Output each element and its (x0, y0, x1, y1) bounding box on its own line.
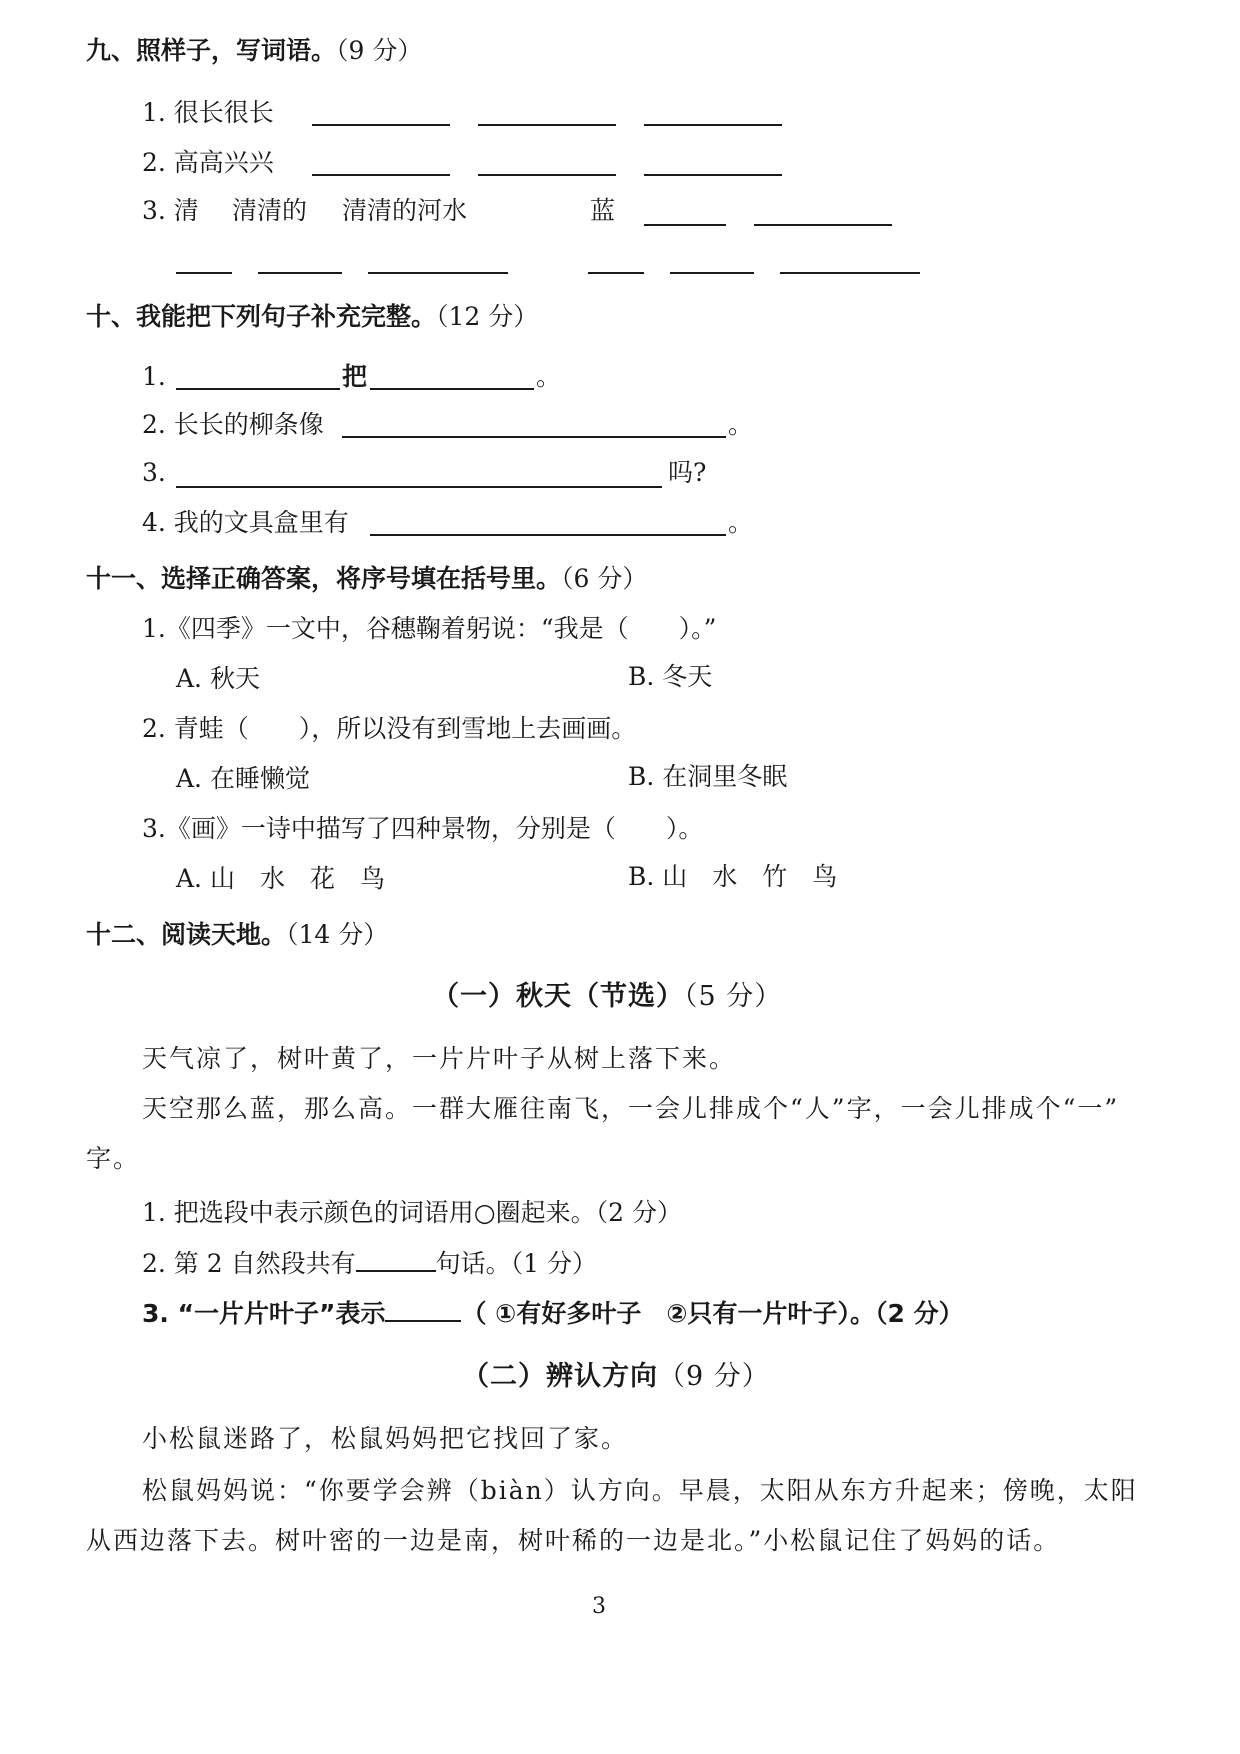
section-12-title: 十二、阅读天地。 (86, 920, 287, 949)
passage-1-line-2: 天空那么蓝，那么高。一群大雁往南飞，一会儿排成个“人”字，一会儿排成个“一” (142, 1094, 1120, 1123)
s9-q3-blank-6[interactable] (368, 272, 508, 274)
passage-2-line-2: 松鼠妈妈说：“你要学会辨（biàn）认方向。早晨，太阳从东方升起来；傍晚，太阳 (142, 1476, 1138, 1505)
s11-question-3: 3.《画》一诗中描写了四种景物，分别是（ ）。 (142, 814, 704, 843)
passage-1-title-text: （一）秋天（节选） (432, 981, 684, 1012)
s10-q1-period: 。 (536, 362, 562, 391)
passage-1-question-3 (142, 1296, 964, 1331)
s9-q3-prompt-lan: 蓝 (590, 196, 616, 225)
section-10-title: 十、我能把下列句子补充完整。 (86, 302, 437, 331)
section-10-heading (86, 300, 538, 334)
s10-q2-blank[interactable] (342, 436, 726, 438)
section-9-title: 九、照样子，写词语。 (86, 36, 337, 65)
s10-q1-blank-2[interactable] (370, 388, 534, 390)
s9-q3-blank-lan-1[interactable] (644, 224, 726, 226)
s10-q1-number: 1. (142, 362, 166, 391)
s10-q4-blank[interactable] (370, 534, 726, 536)
section-11-score: （6 分） (561, 564, 648, 593)
s11-q2-option-a[interactable]: A. 在睡懒觉 (176, 764, 310, 793)
s11-q3-option-a[interactable]: A. 山 水 花 鸟 (176, 864, 385, 893)
s9-q3-example-1: 3. 清 (142, 196, 199, 225)
s9-q3-blank-5[interactable] (258, 272, 342, 274)
s9-q1-blank-1[interactable] (312, 124, 450, 126)
page-number: 3 (592, 1594, 606, 1619)
s11-q3-option-b[interactable]: B. 山 水 竹 鸟 (628, 862, 838, 891)
p1-q3-blank[interactable] (385, 1296, 461, 1322)
p1-q3-prompt: 3. “一片片叶子”表示 (142, 1299, 386, 1328)
s11-q2-option-b[interactable]: B. 在洞里冬眠 (628, 762, 788, 791)
s9-q3-blank-4[interactable] (176, 272, 232, 274)
passage-1-question-1: 1. 把选段中表示颜色的词语用○圈起来。（2 分） (142, 1198, 682, 1227)
passage-1-title (432, 980, 782, 1014)
s9-q2-blank-1[interactable] (312, 174, 450, 176)
section-12-score: （14 分） (286, 920, 389, 949)
s10-q4-period: 。 (728, 508, 754, 537)
s11-q1-option-b[interactable]: B. 冬天 (628, 662, 713, 691)
passage-2-score: （9 分） (658, 1361, 770, 1392)
passage-1-question-2 (142, 1246, 597, 1281)
s9-question-1: 1. 很长很长 (142, 98, 274, 127)
s10-q3-ma: 吗? (668, 458, 707, 487)
passage-1-score: （5 分） (684, 981, 783, 1012)
s10-q2-prompt: 2. 长长的柳条像 (142, 410, 324, 439)
s9-q3-blank-8[interactable] (670, 272, 754, 274)
s9-q3-blank-lan-2[interactable] (754, 224, 892, 226)
p1-q2-suffix: 句话。（1 分） (435, 1249, 597, 1278)
section-12-heading (86, 918, 388, 952)
passage-1-line-1: 天气凉了，树叶黄了，一片片叶子从树上落下来。 (142, 1044, 737, 1073)
s9-q1-blank-3[interactable] (644, 124, 782, 126)
section-9-heading (86, 34, 422, 68)
passage-1-line-3: 字。 (86, 1144, 141, 1173)
s10-q3-blank[interactable] (176, 486, 662, 488)
s10-q4-prompt: 4. 我的文具盒里有 (142, 508, 349, 537)
s11-question-1: 1.《四季》一文中，谷穗鞠着躬说：“我是（ ）。” (142, 614, 717, 643)
s9-q3-blank-7[interactable] (588, 272, 644, 274)
s10-q3-number: 3. (142, 458, 166, 487)
s9-question-2: 2. 高高兴兴 (142, 148, 274, 177)
s10-q1-ba: 把 (342, 362, 368, 391)
s9-q2-blank-2[interactable] (478, 174, 616, 176)
s11-q1-option-a[interactable]: A. 秋天 (176, 664, 260, 693)
passage-2-title (462, 1360, 770, 1394)
p1-q2-blank[interactable] (356, 1246, 436, 1272)
s9-q3-example-2: 清清的 (232, 196, 308, 225)
s11-question-2: 2. 青蛙（ ），所以没有到雪地上去画画。 (142, 714, 637, 743)
s9-q1-blank-2[interactable] (478, 124, 616, 126)
s9-q2-blank-3[interactable] (644, 174, 782, 176)
p1-q2-prompt: 2. 第 2 自然段共有 (142, 1249, 356, 1278)
s10-q2-period: 。 (728, 410, 754, 439)
section-9-score: （9 分） (336, 36, 423, 65)
section-11-title: 十一、选择正确答案，将序号填在括号里。 (86, 564, 562, 593)
passage-2-line-1: 小松鼠迷路了，松鼠妈妈把它找回了家。 (142, 1424, 629, 1453)
s10-q1-blank-1[interactable] (176, 388, 340, 390)
section-11-heading (86, 562, 647, 596)
passage-2-line-3: 从西边落下去。树叶密的一边是南，树叶稀的一边是北。”小松鼠记住了妈妈的话。 (86, 1526, 1061, 1555)
s9-q3-example-3: 清清的河水 (342, 196, 468, 225)
passage-2-title-text: （二）辨认方向 (462, 1361, 658, 1392)
section-10-score: （12 分） (436, 302, 539, 331)
p1-q3-suffix: （ ①有好多叶子 ②只有一片叶子）。（2 分） (461, 1299, 964, 1328)
s9-q3-blank-9[interactable] (780, 272, 920, 274)
